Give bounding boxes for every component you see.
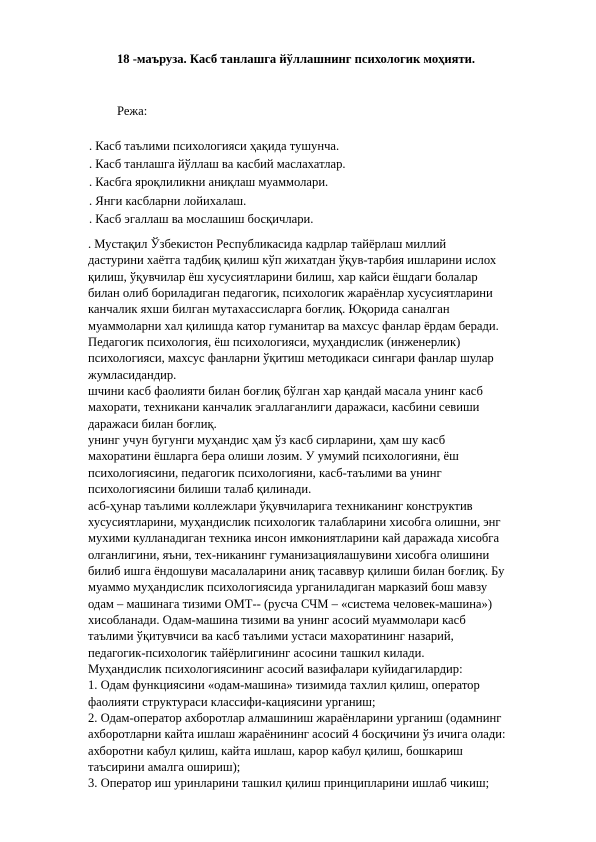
body-text-line: махоратини ёшларга бера олиши лозим. У умумий психологияни, ёш [88, 449, 459, 464]
body-text-line: таълими ўқитувчиси ва касб таълими устаси махоратининг назарий, [88, 629, 454, 644]
body-text-line: хусусиятларини, муҳандислик психологик талабларини хисобга олишни, энг [88, 514, 501, 529]
body-text-line: шчини касб фаолияти билан боғлиқ бўлган хар қандай масала унинг касб [88, 384, 483, 399]
body-text-line: Муҳандислик психологиясининг асосий вазифалари куйидагилардир: [88, 661, 463, 676]
body-text-line: Педагогик психология, ёш психологияси, муҳандислик (инженерлик) [88, 335, 461, 350]
body-text-line: даражаси билан боғлиқ. [88, 416, 217, 431]
plan-heading: Режа: [117, 104, 148, 118]
body-text-line: махорати, техникани канчалик эгаллаганлиги даражаси, касбини севиши [88, 400, 480, 415]
body-text-line: психологиясини билиши талаб қилинади. [88, 482, 312, 497]
body-text-line: унинг учун бугунги муҳандис ҳам ўз касб сирларини, ҳам шу касб [88, 433, 446, 448]
body-text-line: . Мустақил Ўзбекистон Республикасида кадрлар тайёрлаш миллий [88, 237, 447, 251]
plan-item: . Касб танлашга йўллаш ва касбий маслахатлар. [89, 157, 346, 172]
body-text-line: хисобланади. Одам-машина тизими ва унинг асосий муаммолари касб [88, 612, 466, 627]
body-text-line: олганлигини, яъни, тех-никанинг гуманизациялашувини хисобга олишини [88, 547, 490, 562]
body-text-line: 3. Оператор иш уринларини ташкил қилиш принципларини ишлаб чикиш; [88, 776, 490, 791]
plan-list [89, 137, 346, 228]
body-text-line: муаммо муҳандислик психологиясида урганиладиган марказий бош мавзу [88, 580, 488, 595]
body-text-line: ахборотни кабул қилиш, кайта ишлаш, карор кабул қилиш, бошкариш [88, 743, 463, 758]
body-text-line: мухими кулланадиган техника инсон имкониятларини кай даражада хисобга [88, 531, 500, 546]
plan-item: . Касбга ярoқлиликни аниқлаш муаммолари. [89, 175, 329, 190]
body-text-line: психологияси, махсус фанларни ўқитиш методикаси сингари фанлар шулар [88, 351, 494, 366]
plan-item: . Касб эгаллаш ва мослашиш босқичлари. [89, 211, 314, 226]
body-text-line: канчалик яхши билган мутахассисларга боғлиқ. Юқорида саналган [88, 302, 450, 317]
plan-item: . Касб таълими психологияси ҳақида тушунча. [89, 139, 340, 153]
body-text-line: таъсирини амалга ошириш); [88, 760, 241, 774]
plan-item: . Янги касбларни лойихалаш. [89, 193, 247, 208]
body-text-line: педагогик-психологик тайёрлигининг асосини ташкил килади. [88, 645, 425, 660]
body-text-line: 1. Одам функциясини «одам-машина» тизимида тахлил қилиш, оператор [88, 678, 480, 693]
body-text-line: дастурини хаётга тадбиқ қилиш кўп жихатдан ўқув-тарбия ишларини ислох [88, 253, 497, 268]
body-text-line: 2. Одам-оператор ахборотлар алмашиниш жараёнларини урганиш (одамнинг [88, 710, 502, 725]
body-text-line: билан олиб бориладиган педагогик, психологик жараёнлар хусусиятларини [88, 286, 493, 301]
body-text-line: ахборотларни кайта ишлаш жараёнининг асосий 4 босқичини ўз ичига олади: [88, 727, 506, 742]
body-text-line: одам – машинага тизими ОМТ-- (русча СЧМ – «система человек-машина») [88, 596, 493, 611]
body-text-line: асб-ҳунар таълими коллежлари ўқувчиларига техниканинг конструктив [88, 498, 473, 513]
body-text-line: психологиясини, педагогик психологияни, касб-таълими ва унинг [88, 465, 442, 480]
body-text-line: жумласидандир. [88, 367, 177, 382]
body-text-line: билиб ишга ёндошуви масалаларини аниқ тасаввур қилиши билан боғлиқ. Бу [88, 563, 505, 578]
body-text-line: қилиш, ўқувчилар ёш хусусиятларини билиш, хар кайси ёшдаги болалар [88, 269, 478, 284]
body-text [88, 236, 558, 792]
lecture-title: 18 -маъруза. Касб танлашга йўллашнинг психологик моҳияти. [117, 52, 476, 66]
body-text-line: муаммоларни хал қилишда катор гуманитар ва махсус фанлар ёрдам беради. [88, 318, 499, 333]
body-text-line: фаолияти структураси классифи-кациясини урганиш; [88, 694, 376, 709]
